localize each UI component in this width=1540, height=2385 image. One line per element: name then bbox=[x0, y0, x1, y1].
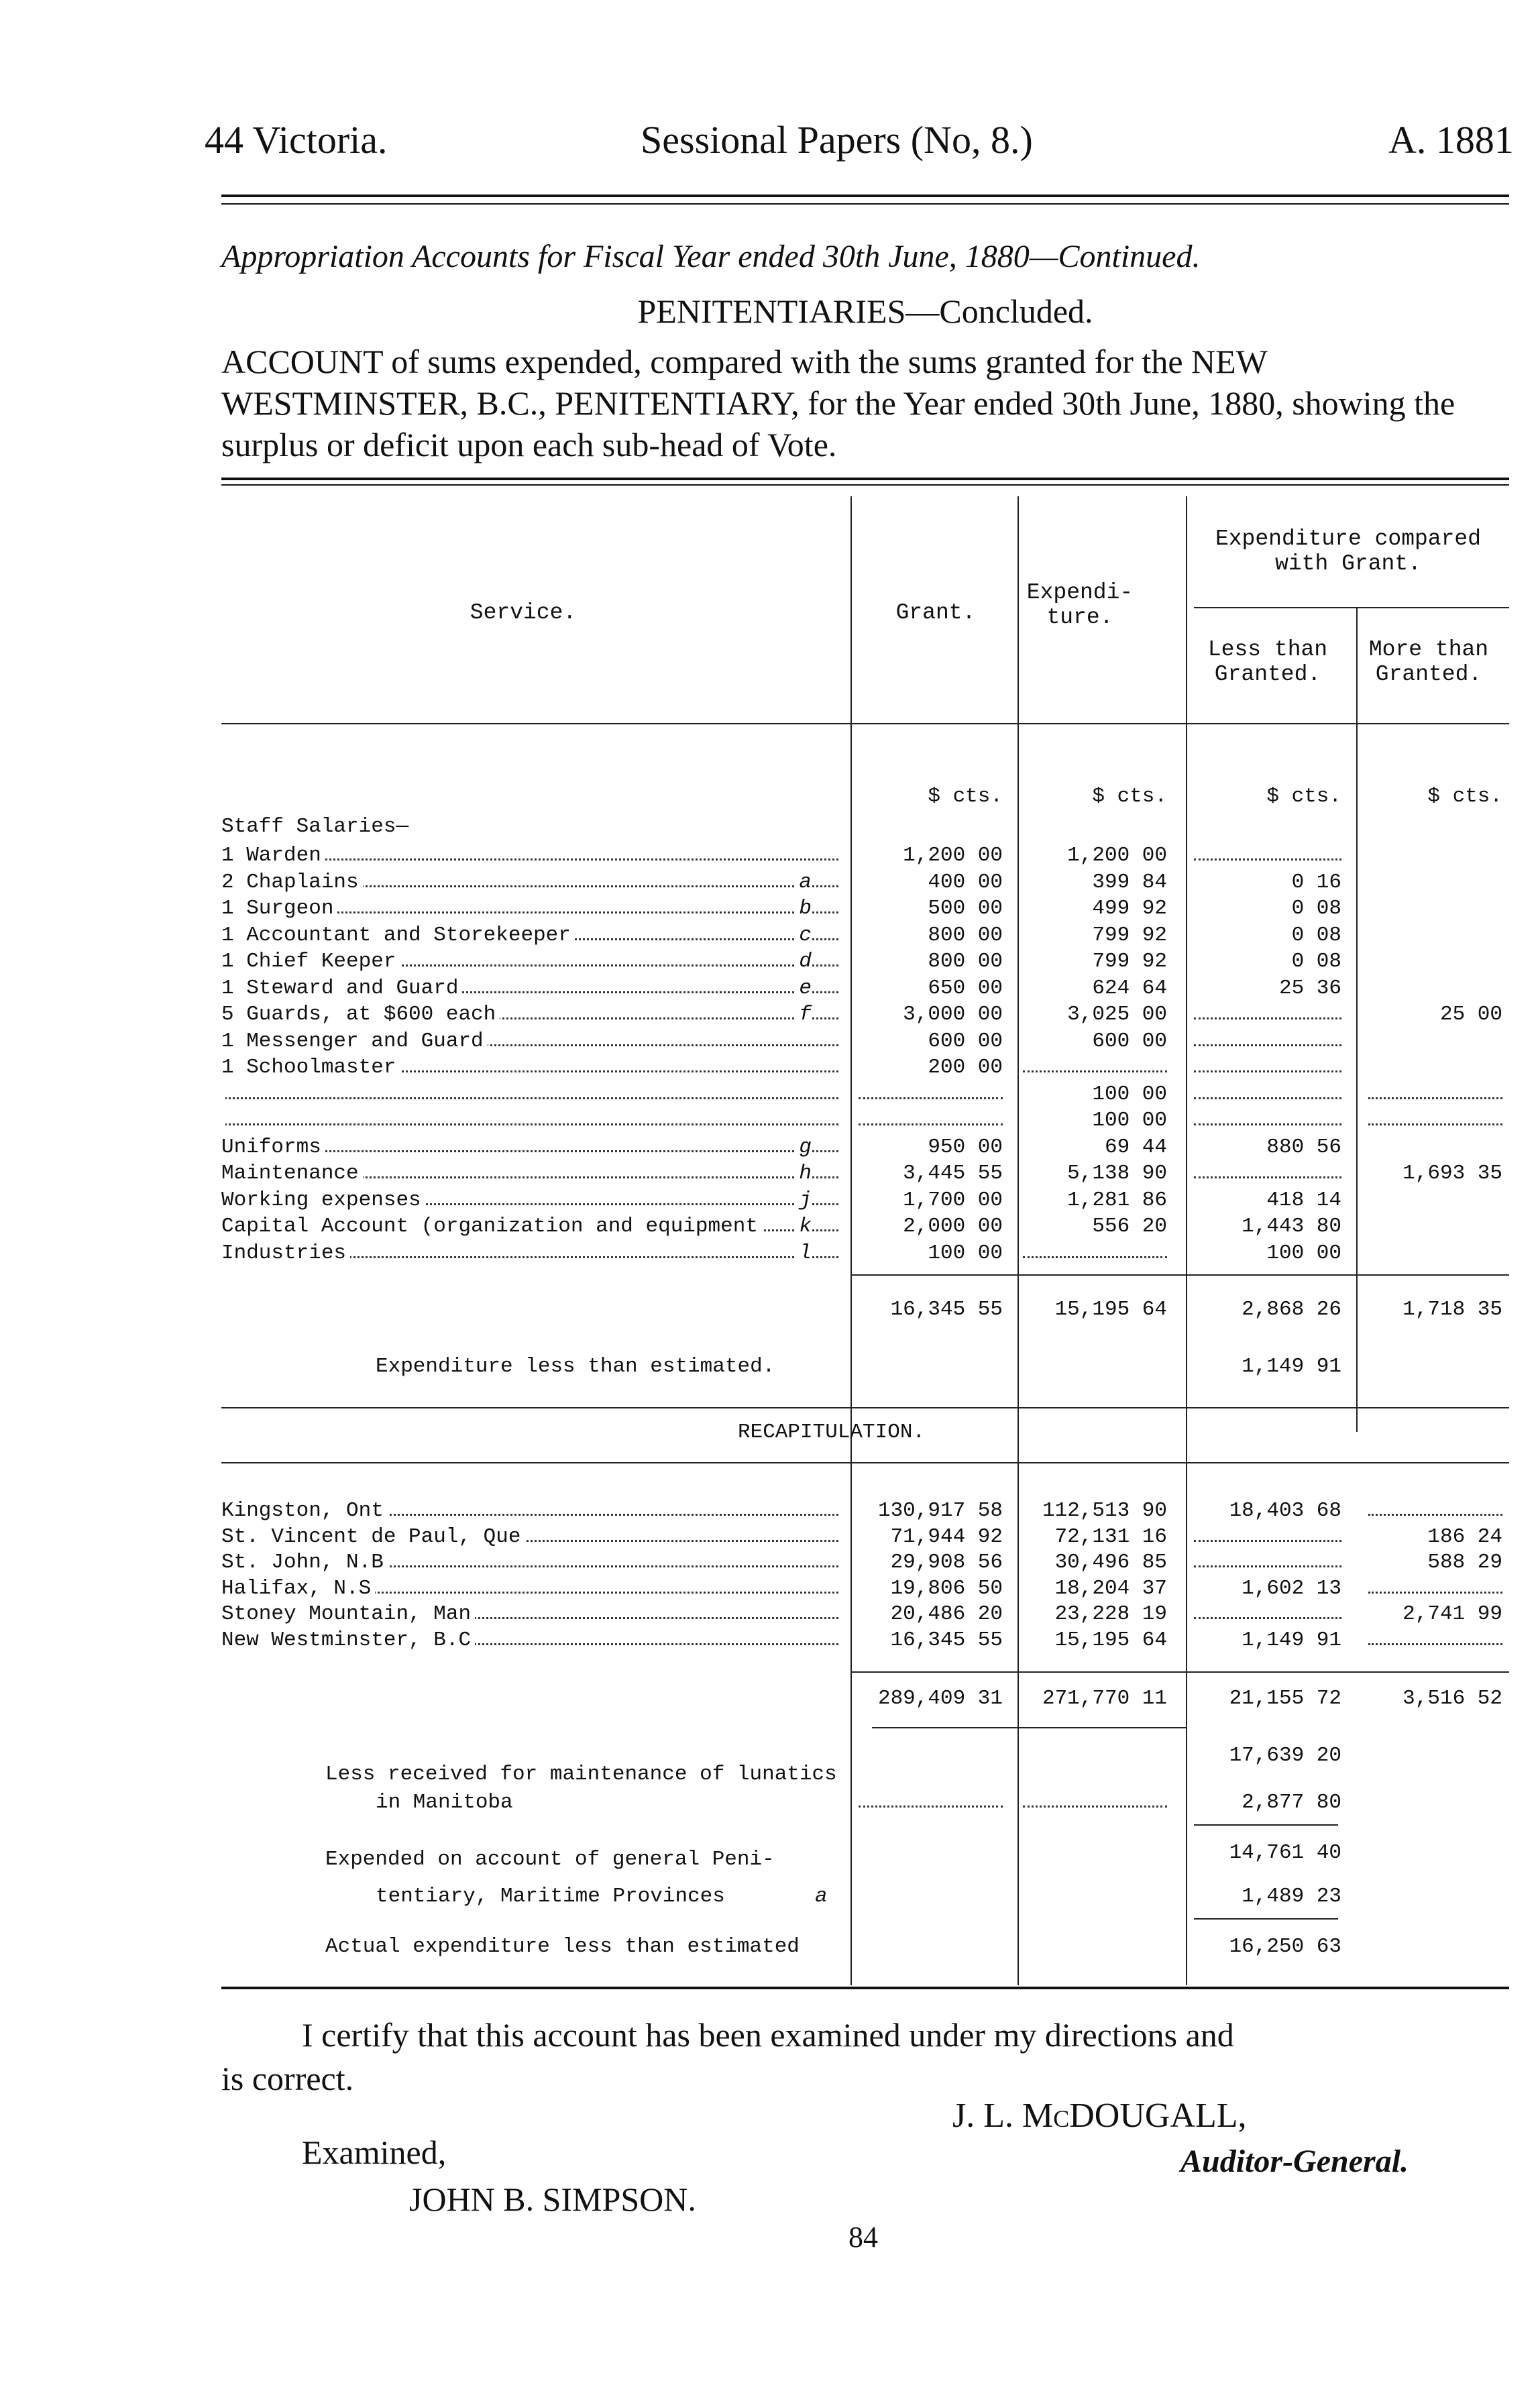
service-cell bbox=[221, 1003, 838, 1027]
total-grant: 16,345 55 bbox=[890, 1298, 1003, 1321]
grant-cell: 500 00 bbox=[928, 897, 1003, 920]
service-cell bbox=[221, 1551, 838, 1575]
less-cell: 0 08 bbox=[1291, 897, 1341, 920]
service-cell bbox=[221, 871, 838, 895]
grant-cell: 400 00 bbox=[928, 870, 1003, 894]
less-cell: 0 16 bbox=[1291, 870, 1341, 894]
compared-divider bbox=[1194, 607, 1509, 608]
recap-row bbox=[0, 1551, 1540, 1575]
service-label: New Westminster, B.C bbox=[221, 1628, 475, 1652]
col-expenditure: Expendi-ture. bbox=[1026, 580, 1134, 630]
grant-cell: 19,806 50 bbox=[890, 1576, 1003, 1600]
expenditure-cell: 624 64 bbox=[1092, 976, 1167, 1000]
table-row bbox=[0, 1030, 1540, 1054]
examined-label: Examined, bbox=[302, 2133, 447, 2171]
exp-less-label: Expenditure less than estimated. bbox=[376, 1355, 775, 1378]
grant-cell: 650 00 bbox=[928, 976, 1003, 1000]
more-cell: 2,741 99 bbox=[1402, 1602, 1502, 1626]
recap-row bbox=[0, 1628, 1540, 1653]
expenditure-cell: 1,281 86 bbox=[1067, 1188, 1167, 1212]
service-label: Industries bbox=[221, 1241, 350, 1265]
col-grant: Grant. bbox=[895, 600, 976, 625]
service-label: 1 Messenger and Guard bbox=[221, 1030, 488, 1053]
reference-letter: k bbox=[796, 1215, 812, 1238]
lunatics-row-2 bbox=[0, 1791, 1540, 1815]
reference-letter: f bbox=[796, 1003, 812, 1026]
service-cell bbox=[221, 844, 838, 868]
service-cell bbox=[221, 1083, 838, 1107]
rule-lunatics bbox=[1194, 1824, 1338, 1826]
actual-row bbox=[0, 1935, 1540, 1959]
less-cell: 0 08 bbox=[1291, 923, 1341, 947]
service-cell bbox=[221, 897, 838, 921]
table-rule-top bbox=[221, 478, 1509, 480]
service-cell bbox=[221, 950, 838, 974]
net1-value: 17,639 20 bbox=[1229, 1744, 1341, 1767]
expenditure-cell: 100 00 bbox=[1092, 1082, 1167, 1106]
general-letter: a bbox=[815, 1885, 828, 1908]
service-label: 2 Chaplains bbox=[221, 871, 363, 894]
service-label: 5 Guards, at $600 each bbox=[221, 1003, 500, 1026]
more-cell: 588 29 bbox=[1427, 1551, 1502, 1574]
actual-label: Actual expenditure less than estimated bbox=[325, 1935, 800, 1958]
table-row bbox=[0, 950, 1540, 974]
table-row bbox=[0, 1083, 1540, 1107]
certification-line2: is correct. bbox=[221, 2060, 354, 2097]
recap-totals-row bbox=[0, 1687, 1540, 1711]
service-cell bbox=[221, 1241, 838, 1266]
service-cell bbox=[221, 1628, 838, 1653]
lunatics-row-1 bbox=[0, 1763, 1540, 1787]
exp-less-row bbox=[0, 1355, 1540, 1379]
less-cell: 1,443 80 bbox=[1242, 1215, 1341, 1238]
less-cell: 0 08 bbox=[1291, 950, 1341, 973]
less-cell: 880 56 bbox=[1266, 1135, 1341, 1159]
expenditure-cell: 399 84 bbox=[1092, 870, 1167, 894]
units-more: $ cts. bbox=[1427, 785, 1502, 808]
header-right: A. 1881 bbox=[1388, 118, 1514, 162]
less-cell: 418 14 bbox=[1266, 1188, 1341, 1212]
service-label: St. John, N.B bbox=[221, 1551, 388, 1574]
service-cell bbox=[221, 1215, 838, 1239]
expenditure-cell: 600 00 bbox=[1092, 1029, 1167, 1053]
expenditure-cell: 556 20 bbox=[1092, 1215, 1167, 1238]
reference-letter: a bbox=[796, 871, 812, 894]
recap-rule-2 bbox=[221, 1462, 1509, 1463]
service-cell bbox=[221, 1162, 838, 1186]
service-cell bbox=[221, 1577, 838, 1601]
recap-total-exp: 271,770 11 bbox=[1042, 1687, 1167, 1710]
service-label: Kingston, Ont bbox=[221, 1499, 388, 1522]
lunatics-value: 2,877 80 bbox=[1242, 1791, 1341, 1814]
account-description: ACCOUNT of sums expended, compared with the sums granted for the NEW WESTMINSTER, B.C., PENITENTIARY, for the Year ended 30th June, 1880, showing the surplus or deficit upon each sub-head of Vote. bbox=[221, 343, 1455, 463]
col-less-than-granted: Less than Granted. bbox=[1207, 637, 1328, 687]
section-subtitle: PENITENTIARIES—Concluded. bbox=[637, 292, 1093, 330]
units-row bbox=[0, 785, 1540, 809]
service-cell bbox=[221, 1188, 838, 1213]
service-label bbox=[221, 1109, 225, 1132]
reference-letter: g bbox=[796, 1135, 812, 1159]
general-line1: Expended on account of general Peni- bbox=[325, 1848, 775, 1871]
units-exp: $ cts. bbox=[1092, 785, 1167, 808]
service-label: 1 Schoolmaster bbox=[221, 1056, 400, 1079]
grant-cell: 3,000 00 bbox=[903, 1003, 1003, 1026]
recap-total-grant: 289,409 31 bbox=[877, 1687, 1003, 1710]
recap-rule bbox=[221, 1407, 1509, 1408]
grant-cell: 2,000 00 bbox=[903, 1215, 1003, 1238]
page-title: Appropriation Accounts for Fiscal Year ended 30th June, 1880—Continued. bbox=[221, 239, 1201, 274]
grant-cell: 16,345 55 bbox=[890, 1628, 1003, 1652]
expenditure-cell: 18,204 37 bbox=[1054, 1576, 1167, 1600]
reference-letter: l bbox=[796, 1241, 812, 1265]
units-grant: $ cts. bbox=[928, 785, 1003, 808]
table-row bbox=[0, 1162, 1540, 1186]
service-label: Halifax, N.S bbox=[221, 1577, 375, 1600]
grant-cell: 100 00 bbox=[928, 1241, 1003, 1265]
table-row bbox=[0, 1056, 1540, 1080]
expenditure-cell: 15,195 64 bbox=[1054, 1628, 1167, 1652]
expenditure-cell: 30,496 85 bbox=[1054, 1551, 1167, 1574]
service-label: 1 Warden bbox=[221, 844, 325, 867]
recap-total-less: 21,155 72 bbox=[1229, 1687, 1341, 1710]
service-label: 1 Steward and Guard bbox=[221, 977, 462, 1000]
recap-title: RECAPITULATION. bbox=[738, 1421, 926, 1444]
service-label: Maintenance bbox=[221, 1162, 363, 1185]
reference-letter: b bbox=[796, 897, 812, 920]
table-row bbox=[0, 1135, 1540, 1160]
less-cell: 25 36 bbox=[1278, 976, 1341, 1000]
service-label: 1 Chief Keeper bbox=[221, 950, 400, 973]
group-label: Staff Salaries— bbox=[221, 815, 409, 838]
more-cell: 25 00 bbox=[1439, 1003, 1502, 1026]
expenditure-cell: 23,228 19 bbox=[1054, 1602, 1167, 1626]
grant-cell: 71,944 92 bbox=[890, 1524, 1003, 1549]
table-row bbox=[0, 1109, 1540, 1133]
page-number: 84 bbox=[848, 2221, 878, 2254]
service-label: Capital Account (organization and equipment bbox=[221, 1215, 762, 1238]
service-cell bbox=[221, 1056, 838, 1080]
table-row bbox=[0, 871, 1540, 895]
totals-rule bbox=[850, 1274, 1509, 1276]
lunatics-line1: Less received for maintenance of lunatics bbox=[325, 1763, 837, 1786]
general-line2: tentiary, Maritime Provinces bbox=[376, 1885, 725, 1908]
auditor-title: Auditor-General. bbox=[1180, 2144, 1409, 2179]
recap-row bbox=[0, 1602, 1540, 1626]
table-row bbox=[0, 844, 1540, 868]
grant-cell: 1,200 00 bbox=[903, 844, 1003, 867]
service-cell bbox=[221, 924, 838, 948]
reference-letter: h bbox=[796, 1162, 812, 1185]
expenditure-cell: 499 92 bbox=[1092, 897, 1167, 920]
header-left: 44 Victoria. bbox=[205, 118, 388, 162]
grant-cell: 3,445 55 bbox=[903, 1162, 1003, 1185]
general-value: 1,489 23 bbox=[1242, 1885, 1341, 1908]
expenditure-cell: 72,131 16 bbox=[1054, 1524, 1167, 1549]
service-cell bbox=[221, 977, 838, 1001]
recap-row bbox=[0, 1577, 1540, 1601]
double-rule-top-thin bbox=[221, 203, 1509, 205]
table-row bbox=[0, 1188, 1540, 1213]
rule-general bbox=[1194, 1918, 1338, 1920]
service-label: Stoney Mountain, Man bbox=[221, 1602, 475, 1626]
reference-letter: d bbox=[796, 950, 812, 973]
reference-letter: e bbox=[796, 977, 812, 1000]
recap-row bbox=[0, 1525, 1540, 1549]
expenditure-cell: 799 92 bbox=[1092, 950, 1167, 973]
service-label: 1 Surgeon bbox=[221, 897, 337, 920]
col-compared: Expenditure compared with Grant. bbox=[1215, 526, 1482, 576]
service-cell bbox=[221, 1109, 838, 1133]
grant-cell: 800 00 bbox=[928, 923, 1003, 947]
certification-line1: I certify that this account has been examined under my directions and bbox=[302, 2016, 1234, 2054]
service-cell bbox=[221, 1525, 838, 1549]
recap-total-more: 3,516 52 bbox=[1402, 1687, 1502, 1710]
more-cell: 1,693 35 bbox=[1402, 1162, 1502, 1185]
expenditure-cell: 69 44 bbox=[1104, 1135, 1167, 1159]
less-cell: 100 00 bbox=[1266, 1241, 1341, 1265]
totals-row bbox=[0, 1298, 1540, 1322]
grant-cell: 950 00 bbox=[928, 1135, 1003, 1159]
service-cell bbox=[221, 1030, 838, 1054]
grant-cell: 130,917 58 bbox=[877, 1499, 1003, 1522]
expenditure-cell: 100 00 bbox=[1092, 1109, 1167, 1132]
service-label: Working expenses bbox=[221, 1188, 425, 1212]
header-center: Sessional Papers (No, 8.) bbox=[641, 118, 1033, 162]
net2-value: 14,761 40 bbox=[1229, 1841, 1341, 1865]
grant-cell: 1,700 00 bbox=[903, 1188, 1003, 1212]
total-less: 2,868 26 bbox=[1242, 1298, 1341, 1321]
less-cell: 1,149 91 bbox=[1242, 1628, 1341, 1652]
table-row bbox=[0, 897, 1540, 921]
expenditure-cell: 1,200 00 bbox=[1067, 844, 1167, 867]
expenditure-cell: 112,513 90 bbox=[1042, 1499, 1167, 1522]
table-rule-bottom bbox=[221, 1987, 1509, 1989]
less-cell: 18,403 68 bbox=[1229, 1499, 1341, 1522]
service-cell bbox=[221, 1135, 838, 1160]
recap-totals-rule bbox=[850, 1671, 1509, 1673]
double-rule-top bbox=[221, 195, 1509, 197]
table-row bbox=[0, 977, 1540, 1001]
col-more-than-granted: More than Granted. bbox=[1368, 637, 1489, 687]
table-row bbox=[0, 924, 1540, 948]
header-bottom-rule bbox=[221, 723, 1509, 724]
examiner-name: JOHN B. SIMPSON. bbox=[409, 2180, 696, 2218]
expenditure-cell: 3,025 00 bbox=[1067, 1003, 1167, 1026]
service-label bbox=[221, 1083, 225, 1106]
service-label: 1 Accountant and Storekeeper bbox=[221, 924, 575, 947]
service-cell bbox=[221, 1499, 838, 1523]
expenditure-cell: 799 92 bbox=[1092, 923, 1167, 947]
reference-letter: j bbox=[796, 1188, 812, 1212]
group-label-row bbox=[0, 815, 1540, 839]
grant-cell: 800 00 bbox=[928, 950, 1003, 973]
grant-cell: 20,486 20 bbox=[890, 1602, 1003, 1626]
auditor-name: J. L. McDOUGALL, bbox=[952, 2097, 1247, 2135]
service-label: St. Vincent de Paul, Que bbox=[221, 1525, 525, 1549]
general-row-2 bbox=[0, 1885, 1540, 1909]
rule-under-totals bbox=[872, 1727, 1187, 1728]
recap-row bbox=[0, 1499, 1540, 1523]
total-exp: 15,195 64 bbox=[1054, 1298, 1167, 1321]
grant-cell: 600 00 bbox=[928, 1029, 1003, 1053]
expenditure-cell: 5,138 90 bbox=[1067, 1162, 1167, 1185]
col-service: Service. bbox=[470, 600, 577, 625]
more-cell: 186 24 bbox=[1427, 1524, 1502, 1549]
general-row-1 bbox=[0, 1848, 1540, 1872]
total-more: 1,718 35 bbox=[1402, 1298, 1502, 1321]
grant-cell: 200 00 bbox=[928, 1056, 1003, 1079]
reference-letter: c bbox=[796, 924, 812, 947]
service-cell bbox=[221, 1602, 838, 1626]
table-row bbox=[0, 1215, 1540, 1239]
table-rule-top-thin bbox=[221, 484, 1509, 486]
table-row bbox=[0, 1003, 1540, 1027]
grant-cell: 29,908 56 bbox=[890, 1551, 1003, 1574]
lunatics-line2: in Manitoba bbox=[376, 1791, 513, 1814]
less-cell: 1,602 13 bbox=[1242, 1576, 1341, 1600]
service-label: Uniforms bbox=[221, 1135, 325, 1159]
table-row bbox=[0, 1241, 1540, 1266]
actual-value: 16,250 63 bbox=[1229, 1935, 1341, 1958]
units-less: $ cts. bbox=[1266, 785, 1341, 808]
exp-less-value: 1,149 91 bbox=[1242, 1355, 1341, 1378]
